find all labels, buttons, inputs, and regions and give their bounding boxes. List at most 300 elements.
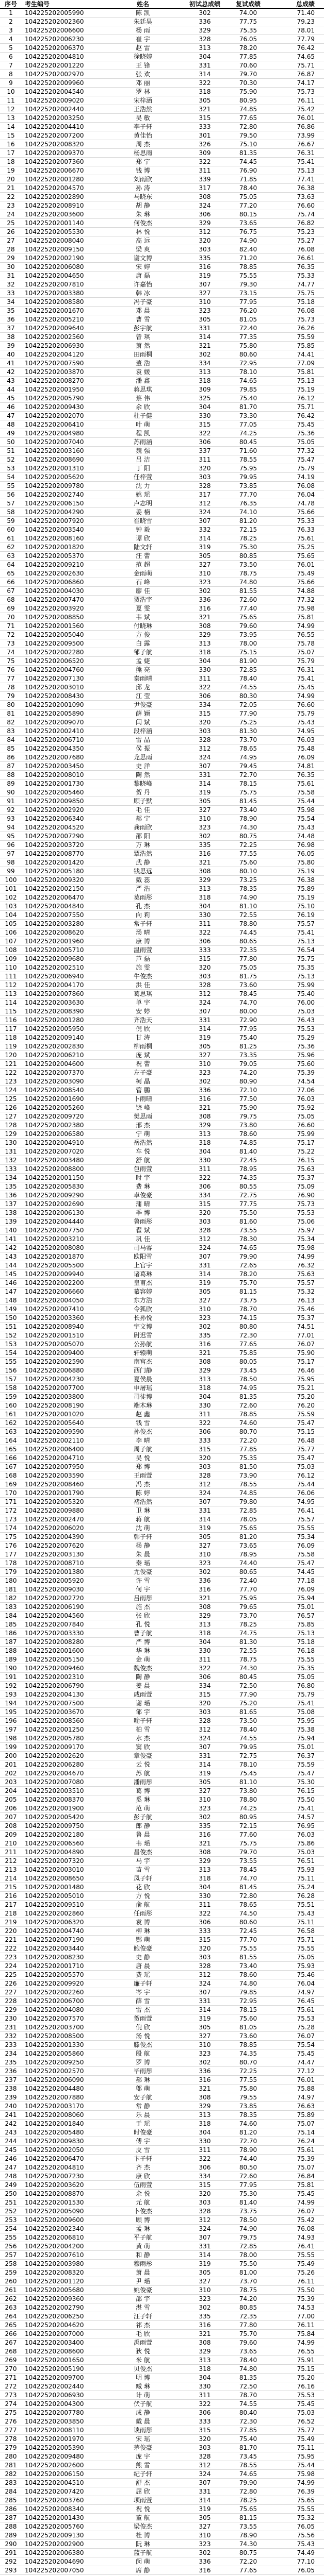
cell-written-score: 320: [187, 1944, 223, 1953]
table-row: [0, 490, 324, 499]
cell-written-score: 309: [187, 385, 223, 394]
cell-name: 雷 杰: [99, 2006, 187, 2014]
cell-written-score: 329: [187, 26, 223, 35]
cell-interview-score: 73.65: [223, 1541, 273, 1550]
cell-written-score: 322: [187, 2400, 223, 2409]
cell-name: 严 浩: [99, 885, 187, 893]
cell-candidate-id: 104225202009500: [22, 639, 99, 648]
cell-total-score: 75.49: [273, 569, 324, 578]
cell-index: 145: [0, 1270, 22, 1279]
cell-name: 公孙航: [99, 1340, 187, 1349]
cell-index: 88: [0, 771, 22, 779]
cell-written-score: 335: [187, 1822, 223, 1831]
cell-name: 周 杰: [99, 140, 187, 149]
cell-name: 邹 宇: [99, 1708, 187, 1717]
cell-written-score: 307: [187, 2233, 223, 2242]
cell-interview-score: 81.15: [223, 1287, 273, 1296]
cell-total-score: 74.78: [273, 499, 324, 508]
cell-name: 轩辕萌: [99, 1349, 187, 1358]
cell-interview-score: 73.80: [223, 1121, 273, 1130]
cell-interview-score: 80.70: [223, 2058, 273, 2067]
cell-candidate-id: 104225202003400: [22, 2338, 99, 2347]
cell-written-score: 313: [187, 2356, 223, 2365]
cell-written-score: 332: [187, 526, 223, 534]
cell-interview-score: 80.75: [223, 832, 273, 841]
cell-total-score: 75.80: [273, 858, 324, 867]
cell-name: 端木琳: [99, 1401, 187, 1410]
cell-total-score: 76.42: [273, 44, 324, 53]
cell-written-score: 329: [187, 1121, 223, 1130]
cell-written-score: 301: [187, 131, 223, 140]
cell-name: 甘 涛: [99, 1033, 187, 1042]
cell-name: 令狐欣: [99, 1305, 187, 1314]
cell-candidate-id: 104225202008190: [22, 1401, 99, 1410]
cell-interview-score: 74.35: [223, 2049, 273, 2058]
cell-name: 于 瑶: [99, 2120, 187, 2128]
cell-index: 215: [0, 1883, 22, 1892]
cell-candidate-id: 104225202004170: [22, 981, 99, 990]
cell-candidate-id: 104225202005040: [22, 631, 99, 639]
table-row: [0, 1506, 324, 1515]
cell-name: 蓝子航: [99, 2549, 187, 2557]
cell-total-score: 75.55: [273, 2505, 324, 2514]
cell-total-score: 75.39: [273, 1069, 324, 1077]
cell-written-score: 316: [187, 2076, 223, 2084]
table-row: [0, 2514, 324, 2522]
cell-index: 51: [0, 447, 22, 455]
cell-interview-score: 78.85: [223, 1410, 273, 1419]
cell-candidate-id: 104225202008340: [22, 2505, 99, 2514]
cell-name: 贝俊杰: [99, 2365, 187, 2374]
cell-interview-score: 74.65: [223, 1244, 273, 1252]
cell-interview-score: 80.60: [223, 350, 273, 359]
table-row: [0, 1200, 324, 1209]
cell-name: 苏 航: [99, 1769, 187, 1778]
cell-total-score: 76.08: [273, 2225, 324, 2233]
cell-total-score: 75.61: [273, 2146, 324, 2155]
cell-written-score: 310: [187, 1305, 223, 1314]
cell-name: 诸葛琳: [99, 1270, 187, 1279]
cell-candidate-id: 104225202003920: [22, 604, 99, 613]
cell-total-score: 75.47: [273, 1559, 324, 1568]
table-row: [0, 2312, 324, 2321]
cell-index: 100: [0, 876, 22, 885]
cell-interview-score: 78.40: [223, 184, 273, 193]
cell-total-score: 75.57: [273, 1515, 324, 1524]
cell-name: 毛 欣: [99, 2330, 187, 2338]
cell-interview-score: 75.65: [223, 1524, 273, 1533]
cell-total-score: 77.32: [273, 596, 324, 604]
cell-written-score: 312: [187, 2461, 223, 2470]
table-row: [0, 333, 324, 342]
cell-written-score: 310: [187, 2041, 223, 2049]
cell-index: 153: [0, 1340, 22, 1349]
cell-total-score: 77.41: [273, 175, 324, 184]
cell-index: 104: [0, 911, 22, 920]
table-row: [0, 2286, 324, 2295]
table-row: [0, 2216, 324, 2225]
cell-name: 赵 鑫: [99, 1410, 187, 1419]
cell-name: 石 峰: [99, 578, 187, 587]
table-row: [0, 1270, 324, 1279]
cell-candidate-id: 104225202009150: [22, 245, 99, 254]
table-row: [0, 2496, 324, 2505]
cell-written-score: 304: [187, 1638, 223, 1647]
cell-index: 264: [0, 2312, 22, 2321]
cell-interview-score: 71.85: [223, 175, 273, 184]
cell-interview-score: 78.65: [223, 1901, 273, 1909]
cell-written-score: 314: [187, 2006, 223, 2014]
cell-name: 何俊杰: [99, 219, 187, 228]
cell-written-score: 328: [187, 736, 223, 744]
cell-candidate-id: 104225202003850: [22, 2417, 99, 2426]
table-row: [0, 1883, 324, 1892]
cell-name: 马 宇: [99, 1857, 187, 1866]
cell-candidate-id: 104225202003010: [22, 1866, 99, 1874]
cell-total-score: 75.63: [273, 1165, 324, 1174]
cell-total-score: 75.43: [273, 2540, 324, 2549]
cell-candidate-id: 104225202009590: [22, 1428, 99, 1436]
cell-total-score: 74.88: [273, 587, 324, 596]
cell-total-score: 76.07: [273, 1340, 324, 1349]
table-row: [0, 149, 324, 158]
cell-interview-score: 76.20: [223, 307, 273, 315]
cell-candidate-id: 104225202003170: [22, 2102, 99, 2111]
cell-total-score: 76.09: [273, 1541, 324, 1550]
cell-interview-score: 74.30: [223, 1664, 273, 1673]
cell-total-score: 76.60: [273, 701, 324, 709]
cell-candidate-id: 104225202002310: [22, 1673, 99, 1682]
cell-total-score: 75.79: [273, 709, 324, 718]
cell-written-score: 329: [187, 1612, 223, 1620]
table-row: [0, 482, 324, 490]
cell-written-score: 336: [187, 596, 223, 604]
cell-interview-score: 75.55: [223, 272, 273, 280]
cell-total-score: 75.41: [273, 674, 324, 683]
cell-written-score: 307: [187, 1743, 223, 1752]
table-row: [0, 324, 324, 333]
cell-interview-score: 78.45: [223, 1866, 273, 1874]
cell-index: 43: [0, 377, 22, 385]
cell-written-score: 327: [187, 561, 223, 569]
cell-candidate-id: 104225202009640: [22, 324, 99, 333]
cell-candidate-id: 104225202001510: [22, 1331, 99, 1340]
cell-candidate-id: 104225202007000: [22, 2330, 99, 2338]
cell-interview-score: 75.60: [223, 2014, 273, 2023]
cell-total-score: 75.47: [273, 1454, 324, 1463]
cell-index: 259: [0, 2268, 22, 2277]
cell-interview-score: 78.80: [223, 920, 273, 928]
cell-written-score: 334: [187, 1191, 223, 1200]
cell-candidate-id: 104225202002720: [22, 1594, 99, 1603]
cell-name: 云 悦: [99, 1760, 187, 1769]
cell-index: 106: [0, 928, 22, 937]
cell-total-score: 75.81: [273, 368, 324, 377]
cell-total-score: 74.99: [273, 1252, 324, 1261]
cell-written-score: 333: [187, 1436, 223, 1445]
table-row: [0, 2435, 324, 2444]
cell-index: 156: [0, 1366, 22, 1375]
cell-index: 12: [0, 105, 22, 114]
cell-candidate-id: 104225202008230: [22, 1953, 99, 1962]
cell-written-score: 303: [187, 2198, 223, 2207]
cell-index: 270: [0, 2365, 22, 2374]
cell-name: 潘雨彤: [99, 1778, 187, 1787]
cell-written-score: 308: [187, 867, 223, 876]
cell-interview-score: 73.65: [223, 2347, 273, 2356]
cell-candidate-id: 104225202008270: [22, 377, 99, 385]
cell-total-score: 75.13: [273, 972, 324, 981]
cell-candidate-id: 104225202009020: [22, 96, 99, 105]
cell-candidate-id: 104225202001310: [22, 464, 99, 473]
cell-interview-score: 76.75: [223, 228, 273, 236]
cell-total-score: 77.01: [273, 1331, 324, 1340]
cell-total-score: 75.81: [273, 2181, 324, 2190]
cell-index: 103: [0, 902, 22, 911]
cell-written-score: 319: [187, 2014, 223, 2023]
cell-total-score: 77.10: [273, 2557, 324, 2566]
cell-index: 253: [0, 2216, 22, 2225]
cell-candidate-id: 104225202002440: [22, 105, 99, 114]
cell-written-score: 334: [187, 359, 223, 368]
cell-index: 5: [0, 44, 22, 53]
table-row: [0, 2155, 324, 2163]
cell-index: 245: [0, 2146, 22, 2155]
cell-name: 袁 媛: [99, 368, 187, 377]
cell-total-score: 75.54: [273, 2041, 324, 2049]
cell-interview-score: 77.05: [223, 420, 273, 429]
cell-written-score: 323: [187, 2540, 223, 2549]
cell-candidate-id: 104225202002340: [22, 2225, 99, 2233]
cell-index: 274: [0, 2400, 22, 2409]
cell-total-score: 76.84: [273, 2172, 324, 2181]
cell-interview-score: 72.50: [223, 1682, 273, 1690]
cell-index: 17: [0, 149, 22, 158]
cell-written-score: 308: [187, 622, 223, 631]
cell-written-score: 311: [187, 1410, 223, 1419]
cell-interview-score: 75.65: [223, 2505, 273, 2514]
cell-interview-score: 74.20: [223, 2295, 273, 2303]
cell-interview-score: 80.75: [223, 2549, 273, 2557]
cell-written-score: 318: [187, 1629, 223, 1638]
table-row: [0, 447, 324, 455]
cell-candidate-id: 104225202002560: [22, 333, 99, 342]
table-row: [0, 1725, 324, 1734]
table-row: [0, 2102, 324, 2111]
cell-written-score: 310: [187, 1550, 223, 1559]
cell-candidate-id: 104225202001960: [22, 937, 99, 946]
cell-total-score: 75.53: [273, 2391, 324, 2400]
cell-written-score: 337: [187, 447, 223, 455]
cell-index: 107: [0, 937, 22, 946]
cell-candidate-id: 104225202005830: [22, 1182, 99, 1191]
cell-total-score: 75.05: [273, 1112, 324, 1121]
cell-name: 邱 龙: [99, 683, 187, 692]
cell-name: 杜 博: [99, 2531, 187, 2540]
cell-written-score: 329: [187, 876, 223, 885]
cell-index: 280: [0, 2452, 22, 2461]
cell-candidate-id: 104225202008870: [22, 2190, 99, 2198]
cell-written-score: 316: [187, 850, 223, 858]
cell-written-score: 320: [187, 1209, 223, 1217]
cell-name: 窦 欣: [99, 1743, 187, 1752]
cell-candidate-id: 104225202005780: [22, 1734, 99, 1743]
cell-total-score: 75.48: [273, 744, 324, 753]
table-row: [0, 79, 324, 88]
table-row: [0, 2006, 324, 2014]
cell-candidate-id: 104225202008710: [22, 1559, 99, 1568]
cell-candidate-id: 104225202002510: [22, 963, 99, 972]
cell-total-score: 76.48: [273, 1436, 324, 1445]
cell-total-score: 75.42: [273, 2216, 324, 2225]
cell-candidate-id: 104225202005390: [22, 2444, 99, 2452]
cell-index: 82: [0, 718, 22, 727]
table-row: [0, 1463, 324, 1471]
table-row: [0, 1979, 324, 1988]
cell-index: 175: [0, 1533, 22, 1541]
table-row: [0, 1349, 324, 1358]
cell-interview-score: 81.35: [223, 2374, 273, 2382]
cell-candidate-id: 104225202005420: [22, 1813, 99, 1822]
cell-name: 龙思雨: [99, 753, 187, 762]
cell-written-score: 306: [187, 210, 223, 219]
cell-candidate-id: 104225202004980: [22, 429, 99, 438]
table-row: [0, 1804, 324, 1813]
cell-name: 魏 强: [99, 447, 187, 455]
table-row: [0, 508, 324, 517]
cell-candidate-id: 104225202009290: [22, 1191, 99, 1200]
cell-interview-score: 77.70: [223, 1585, 273, 1594]
cell-name: 祝 蕾: [99, 1060, 187, 1069]
cell-written-score: 314: [187, 779, 223, 788]
cell-candidate-id: 104225202006580: [22, 1130, 99, 1139]
cell-index: 143: [0, 1252, 22, 1261]
cell-candidate-id: 104225202008320: [22, 140, 99, 149]
cell-written-score: 316: [187, 1340, 223, 1349]
table-row: [0, 473, 324, 482]
cell-written-score: 314: [187, 2496, 223, 2505]
cell-candidate-id: 104225202002860: [22, 1909, 99, 1918]
cell-interview-score: 74.90: [223, 2225, 273, 2233]
cell-total-score: 76.39: [273, 2487, 324, 2496]
cell-written-score: 305: [187, 2023, 223, 2032]
cell-written-score: 321: [187, 1104, 223, 1112]
cell-candidate-id: 104225202002570: [22, 2067, 99, 2076]
cell-total-score: 75.17: [273, 1139, 324, 1147]
cell-index: 129: [0, 1130, 22, 1139]
cell-written-score: 330: [187, 1401, 223, 1410]
table-row: [0, 359, 324, 368]
cell-interview-score: 78.10: [223, 1760, 273, 1769]
cell-name: 闫 斌: [99, 718, 187, 727]
cell-written-score: 324: [187, 1979, 223, 1988]
cell-index: 173: [0, 1515, 22, 1524]
cell-interview-score: 72.90: [223, 1016, 273, 1025]
cell-index: 227: [0, 1988, 22, 1997]
cell-index: 40: [0, 350, 22, 359]
cell-written-score: 329: [187, 2347, 223, 2356]
cell-name: 田雨桐: [99, 350, 187, 359]
table-row: [0, 2382, 324, 2391]
cell-written-score: 323: [187, 2295, 223, 2303]
cell-written-score: 315: [187, 709, 223, 718]
cell-interview-score: 75.35: [223, 26, 273, 35]
cell-total-score: 76.05: [273, 2566, 324, 2575]
cell-written-score: 321: [187, 342, 223, 350]
cell-interview-score: 72.55: [223, 911, 273, 920]
table-row: [0, 2251, 324, 2260]
cell-written-score: 331: [187, 2242, 223, 2251]
table-row: [0, 26, 324, 35]
cell-total-score: 75.81: [273, 613, 324, 622]
cell-written-score: 328: [187, 1717, 223, 1725]
cell-index: 73: [0, 639, 22, 648]
cell-written-score: 328: [187, 1471, 223, 1480]
cell-name: 夏侯晨: [99, 1375, 187, 1384]
table-row: [0, 53, 324, 61]
table-row: [0, 779, 324, 788]
cell-interview-score: 74.80: [223, 578, 273, 587]
table-row: [0, 1130, 324, 1139]
table-row: [0, 35, 324, 44]
cell-written-score: 314: [187, 70, 223, 79]
cell-name: 司马睿: [99, 1244, 187, 1252]
cell-index: 225: [0, 1971, 22, 1979]
cell-total-score: 75.43: [273, 823, 324, 832]
cell-name: 贺雨萱: [99, 2014, 187, 2023]
cell-interview-score: 79.90: [223, 2479, 273, 2487]
cell-name: 李子轩: [99, 123, 187, 131]
table-row: [0, 946, 324, 955]
cell-index: 53: [0, 464, 22, 473]
cell-index: 265: [0, 2321, 22, 2330]
cell-interview-score: 72.45: [223, 1156, 273, 1165]
table-row: [0, 2225, 324, 2233]
table-row: [0, 674, 324, 683]
cell-candidate-id: 104225202002630: [22, 569, 99, 578]
cell-written-score: 319: [187, 1033, 223, 1042]
table-row: [0, 657, 324, 666]
cell-candidate-id: 104225202009830: [22, 2137, 99, 2146]
cell-name: 杨 静: [99, 1541, 187, 1550]
cell-candidate-id: 104225202007950: [22, 1463, 99, 1471]
cell-written-score: 311: [187, 1655, 223, 1664]
table-row: [0, 1612, 324, 1620]
cell-total-score: 75.15: [273, 1428, 324, 1436]
cell-interview-score: 77.95: [223, 298, 273, 307]
cell-total-score: 75.93: [273, 1866, 324, 1874]
cell-candidate-id: 104225202008160: [22, 534, 99, 543]
cell-name: 万 琳: [99, 841, 187, 850]
cell-candidate-id: 104225202005920: [22, 1577, 99, 1585]
cell-name: 严 博: [99, 1638, 187, 1647]
cell-index: 235: [0, 2058, 22, 2067]
cell-total-score: 75.54: [273, 815, 324, 823]
cell-candidate-id: 104225202005320: [22, 1498, 99, 1506]
cell-written-score: 302: [187, 2549, 223, 2557]
cell-written-score: 322: [187, 1664, 223, 1673]
cell-candidate-id: 104225202009140: [22, 1033, 99, 1042]
cell-interview-score: 73.65: [223, 219, 273, 228]
cell-total-score: 74.97: [273, 2093, 324, 2102]
cell-candidate-id: 104225202007410: [22, 1305, 99, 1314]
cell-written-score: 327: [187, 806, 223, 815]
cell-name: 倪 欣: [99, 2023, 187, 2032]
cell-written-score: 309: [187, 149, 223, 158]
cell-index: 137: [0, 1200, 22, 1209]
cell-name: 冯 杰: [99, 1480, 187, 1489]
cell-candidate-id: 104225202009510: [22, 1901, 99, 1909]
